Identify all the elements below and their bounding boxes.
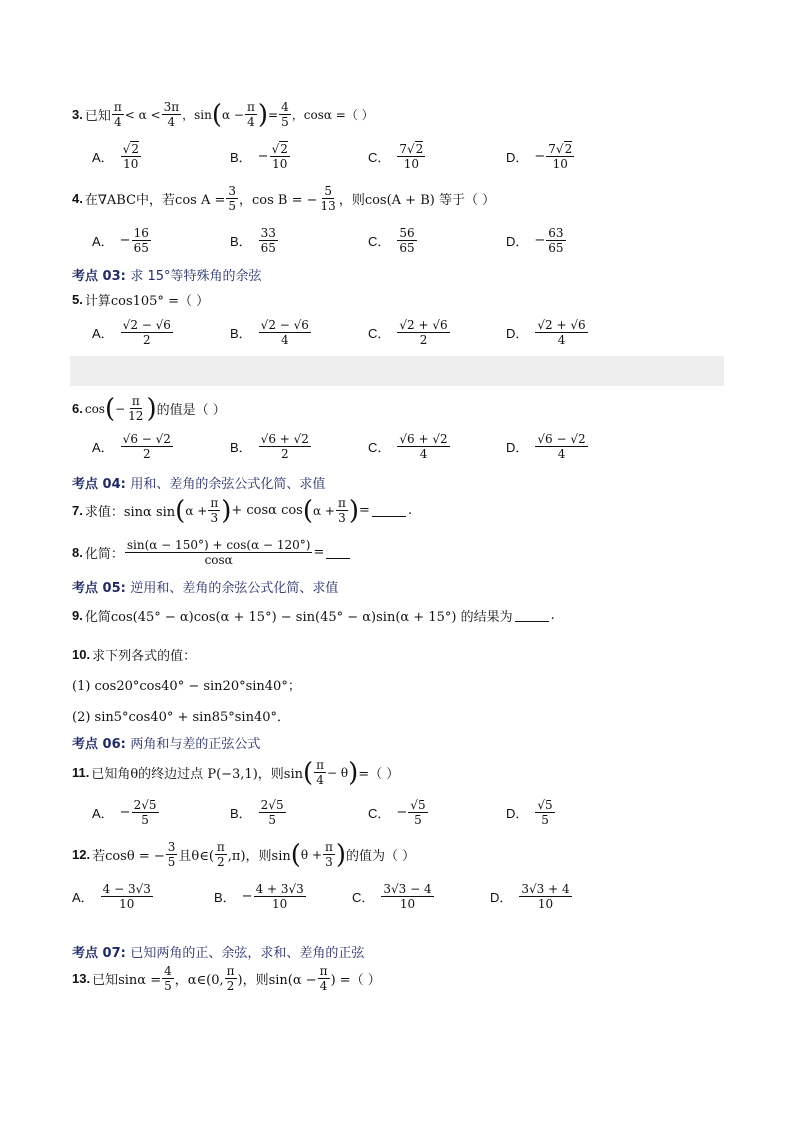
question-number: 4.: [72, 191, 83, 206]
option-label: D．: [506, 326, 529, 341]
answer-blank[interactable]: [326, 546, 350, 559]
question-13: [72, 964, 381, 993]
section-label: 考点 05:: [72, 581, 126, 596]
question-number: 3.: [72, 107, 83, 122]
question-text: 已知: [84, 109, 111, 124]
gray-band: [70, 356, 724, 386]
option-c[interactable]: C． $\frac{√6 + √2}{4}$: [368, 432, 448, 461]
question-4: [72, 184, 495, 213]
question-text: 计算cos105° =（ ）: [84, 294, 210, 309]
option-label: C．: [368, 806, 391, 821]
sub-question: (2) sin5°cos40° + sin85°sin40°．: [72, 710, 290, 725]
question-5: [72, 290, 209, 309]
section-heading-04: [72, 473, 325, 492]
question-text: 求值：sinα sin: [84, 505, 176, 520]
option-c[interactable]: C． $\frac{√2 + √6}{2}$: [368, 318, 448, 347]
question-10: [72, 645, 196, 664]
option-b[interactable]: B． $\frac{2√5}{5}$: [230, 798, 284, 827]
option-d[interactable]: D． − $\frac{63}{65}$: [506, 226, 564, 255]
option-a[interactable]: A． − $\frac{2√5}{5}$: [92, 798, 157, 827]
option-label: B．: [214, 890, 236, 905]
question-number: 10.: [72, 647, 91, 662]
fraction: $\frac{5}{13}$: [320, 184, 336, 213]
option-b[interactable]: B． − $\frac{√2}{10}$: [230, 142, 288, 171]
question-text: 且θ∈(: [178, 849, 214, 864]
question-text: 在∇ABC中，若cos A =: [84, 193, 226, 208]
options-q5: [92, 318, 652, 347]
fraction: [125, 538, 313, 567]
option-d[interactable]: D． − $\frac{7√2}{10}$: [506, 142, 573, 171]
option-b[interactable]: B． $\frac{√6 + √2}{2}$: [230, 432, 309, 461]
question-number: 7.: [72, 503, 83, 518]
question-8: [72, 538, 352, 567]
section-label: 考点 07:: [72, 946, 126, 961]
question-10-part-1: [72, 675, 301, 694]
question-text: 若cosθ = −: [92, 849, 165, 864]
option-d[interactable]: D． $\frac{3√3 + 4}{10}$: [490, 882, 570, 911]
options-q4: [92, 226, 652, 255]
fraction: $\frac{\pi}{2}$: [226, 964, 235, 993]
section-label: 考点 04:: [72, 477, 126, 492]
option-c[interactable]: C． $\frac{56}{65}$: [368, 226, 415, 255]
fraction: $\frac{4}{5}$: [281, 100, 289, 129]
question-text: 已知sinα =: [92, 973, 162, 988]
section-text: 用和、差角的余弦公式化简、求值: [130, 477, 326, 492]
option-label: C．: [368, 234, 391, 249]
section-heading-06: [72, 733, 260, 752]
question-number: 6.: [72, 401, 83, 416]
option-c[interactable]: C． $\frac{3√3 - 4}{10}$: [352, 882, 432, 911]
section-label: 考点 06:: [72, 737, 126, 752]
question-7: 7. 求值：sinα sin ( α + $\frac{\pi}{3}$ ) + cosα cos ( α + $\frac{\pi}{3}$ ) = .: [72, 495, 413, 526]
question-text: 求下列各式的值：: [92, 649, 197, 664]
question-3: 3. 已知 $\frac{\pi}{4}$ < α < $\frac{3\pi}{4}$ ，sin ( α − $\frac{\pi}{4}$ ) = $\frac{4}{5}$ ，cosα =（ ）: [72, 99, 374, 130]
option-label: C．: [352, 890, 375, 905]
option-label: A．: [92, 150, 114, 165]
option-d[interactable]: D． $\frac{√5}{5}$: [506, 798, 553, 827]
option-b[interactable]: B． $\frac{√2 - √6}{4}$: [230, 318, 309, 347]
section-text: 逆用和、差角的余弦公式化简、求值: [130, 581, 339, 596]
section-label: 考点 03:: [72, 269, 126, 284]
section-heading-03: [72, 265, 262, 284]
question-text: + cosα cos: [231, 503, 303, 518]
option-label: D．: [506, 234, 529, 249]
option-a[interactable]: A． $\frac{√2}{10}$: [92, 142, 139, 171]
option-d[interactable]: D． $\frac{√6 - √2}{4}$: [506, 432, 586, 461]
question-number: 11.: [72, 765, 90, 780]
question-text: 化简cos(45° − α)cos(α + 15°) − sin(45° − α)sin(α + 15°) 的结果为: [84, 610, 513, 625]
option-a[interactable]: A． − $\frac{16}{65}$: [92, 226, 149, 255]
question-6: 6. cos ( − $\frac{\pi}{12}$ ) 的值是（ ）: [72, 393, 226, 424]
question-text: =: [359, 503, 370, 518]
option-label: A．: [92, 326, 114, 341]
question-text: 已知角θ的终边过点 P(−3,1)，则sin: [91, 767, 303, 782]
option-label: A．: [72, 890, 94, 905]
answer-blank[interactable]: [372, 504, 406, 517]
denominator: cosα: [204, 553, 233, 567]
question-text: =: [313, 545, 325, 560]
question-text: 化简：: [84, 547, 124, 562]
section-heading-05: [72, 577, 338, 596]
options-q6: [92, 432, 652, 461]
fraction: $\frac{3\pi}{4}$: [163, 100, 180, 129]
question-text: 的值是（ ）: [156, 403, 226, 418]
question-text: ) =（ ）: [330, 973, 381, 988]
question-number: 5.: [72, 292, 83, 307]
section-text: 两角和与差的正弦公式: [130, 737, 261, 752]
question-text: .: [550, 608, 555, 623]
options-q3: [92, 142, 652, 171]
option-label: A．: [92, 806, 114, 821]
section-text: 已知两角的正、余弦，求和、差角的正弦: [130, 946, 365, 961]
question-text: ，cos B = −: [239, 193, 318, 208]
option-d[interactable]: D． $\frac{√2 + √6}{4}$: [506, 318, 586, 347]
option-label: C．: [368, 326, 391, 341]
option-label: C．: [368, 150, 391, 165]
fraction: $\frac{\pi}{2}$: [216, 840, 225, 869]
option-b[interactable]: B． $\frac{33}{65}$: [230, 226, 276, 255]
option-label: D．: [506, 440, 529, 455]
option-b[interactable]: B． − $\frac{4 + 3√3}{10}$: [214, 882, 304, 911]
fraction: $\frac{4}{5}$: [164, 964, 172, 993]
question-text: .: [407, 503, 413, 518]
section-text: 求 15°等特殊角的余弦: [130, 269, 262, 284]
question-12: 12. 若cosθ = − $\frac{3}{5}$ 且θ∈( $\frac{\pi}{2}$ ,π)，则sin ( θ + $\frac{\pi}{3}$ ) 的值为（ ）: [72, 839, 416, 870]
question-text: =（ ）: [358, 767, 400, 782]
options-q12: [72, 882, 632, 911]
numerator: sin(α − 150°) + cos(α − 120°): [126, 538, 311, 552]
option-label: B．: [230, 806, 252, 821]
section-heading-07: [72, 942, 364, 961]
question-text: 的值为（ ）: [346, 849, 416, 864]
fraction: $\frac{\pi}{3}$: [210, 496, 219, 525]
option-a[interactable]: A． $\frac{√2 - √6}{2}$: [92, 318, 171, 347]
question-number: 9.: [72, 608, 83, 623]
answer-blank[interactable]: [515, 609, 549, 622]
fraction: $\frac{\pi}{4}$: [316, 758, 325, 787]
option-c[interactable]: C． $\frac{7√2}{10}$: [368, 142, 424, 171]
option-label: D．: [506, 150, 529, 165]
option-label: C．: [368, 440, 391, 455]
fraction: $\frac{\pi}{4}$: [247, 100, 255, 129]
options-q11: [92, 798, 652, 827]
option-label: B．: [230, 440, 252, 455]
fraction: $\frac{\pi}{3}$: [338, 496, 346, 525]
option-a[interactable]: A． $\frac{4 - 3√3}{10}$: [72, 882, 151, 911]
option-label: A．: [92, 440, 114, 455]
fraction: $\frac{\pi}{4}$: [319, 964, 328, 993]
option-c[interactable]: C． − $\frac{√5}{5}$: [368, 798, 426, 827]
option-label: B．: [230, 234, 252, 249]
option-label: D．: [506, 806, 529, 821]
question-number: 8.: [72, 545, 83, 560]
question-9: [72, 606, 555, 625]
option-label: A．: [92, 234, 114, 249]
question-text: ,π)，则sin: [227, 849, 291, 864]
question-text: ，α∈(0,: [174, 973, 224, 988]
fraction: $\frac{3}{5}$: [167, 840, 176, 869]
option-a[interactable]: A． $\frac{√6 - √2}{2}$: [92, 432, 171, 461]
fraction: $\frac{\pi}{12}$: [128, 394, 144, 423]
option-label: B．: [230, 326, 252, 341]
question-text: )，则sin(α −: [237, 973, 317, 988]
question-text: ，则cos(A + B) 等于（ ）: [338, 193, 496, 208]
option-label: D．: [490, 890, 513, 905]
option-label: B．: [230, 150, 252, 165]
question-tail: ，cosα =（ ）: [291, 108, 374, 122]
fraction: $\frac{3}{5}$: [228, 184, 237, 213]
question-number: 13.: [72, 971, 91, 986]
question-10-part-2: [72, 706, 290, 725]
fraction: $\frac{\pi}{3}$: [325, 840, 333, 869]
question-11: 11. 已知角θ的终边过点 P(−3,1)，则sin ( $\frac{\pi}{4}$ − θ ) =（ ）: [72, 757, 400, 788]
question-number: 12.: [72, 847, 91, 862]
sub-question: (1) cos20°cos40° − sin20°sin40°；: [72, 679, 301, 694]
fraction: $\frac{\pi}{4}$: [113, 100, 122, 129]
